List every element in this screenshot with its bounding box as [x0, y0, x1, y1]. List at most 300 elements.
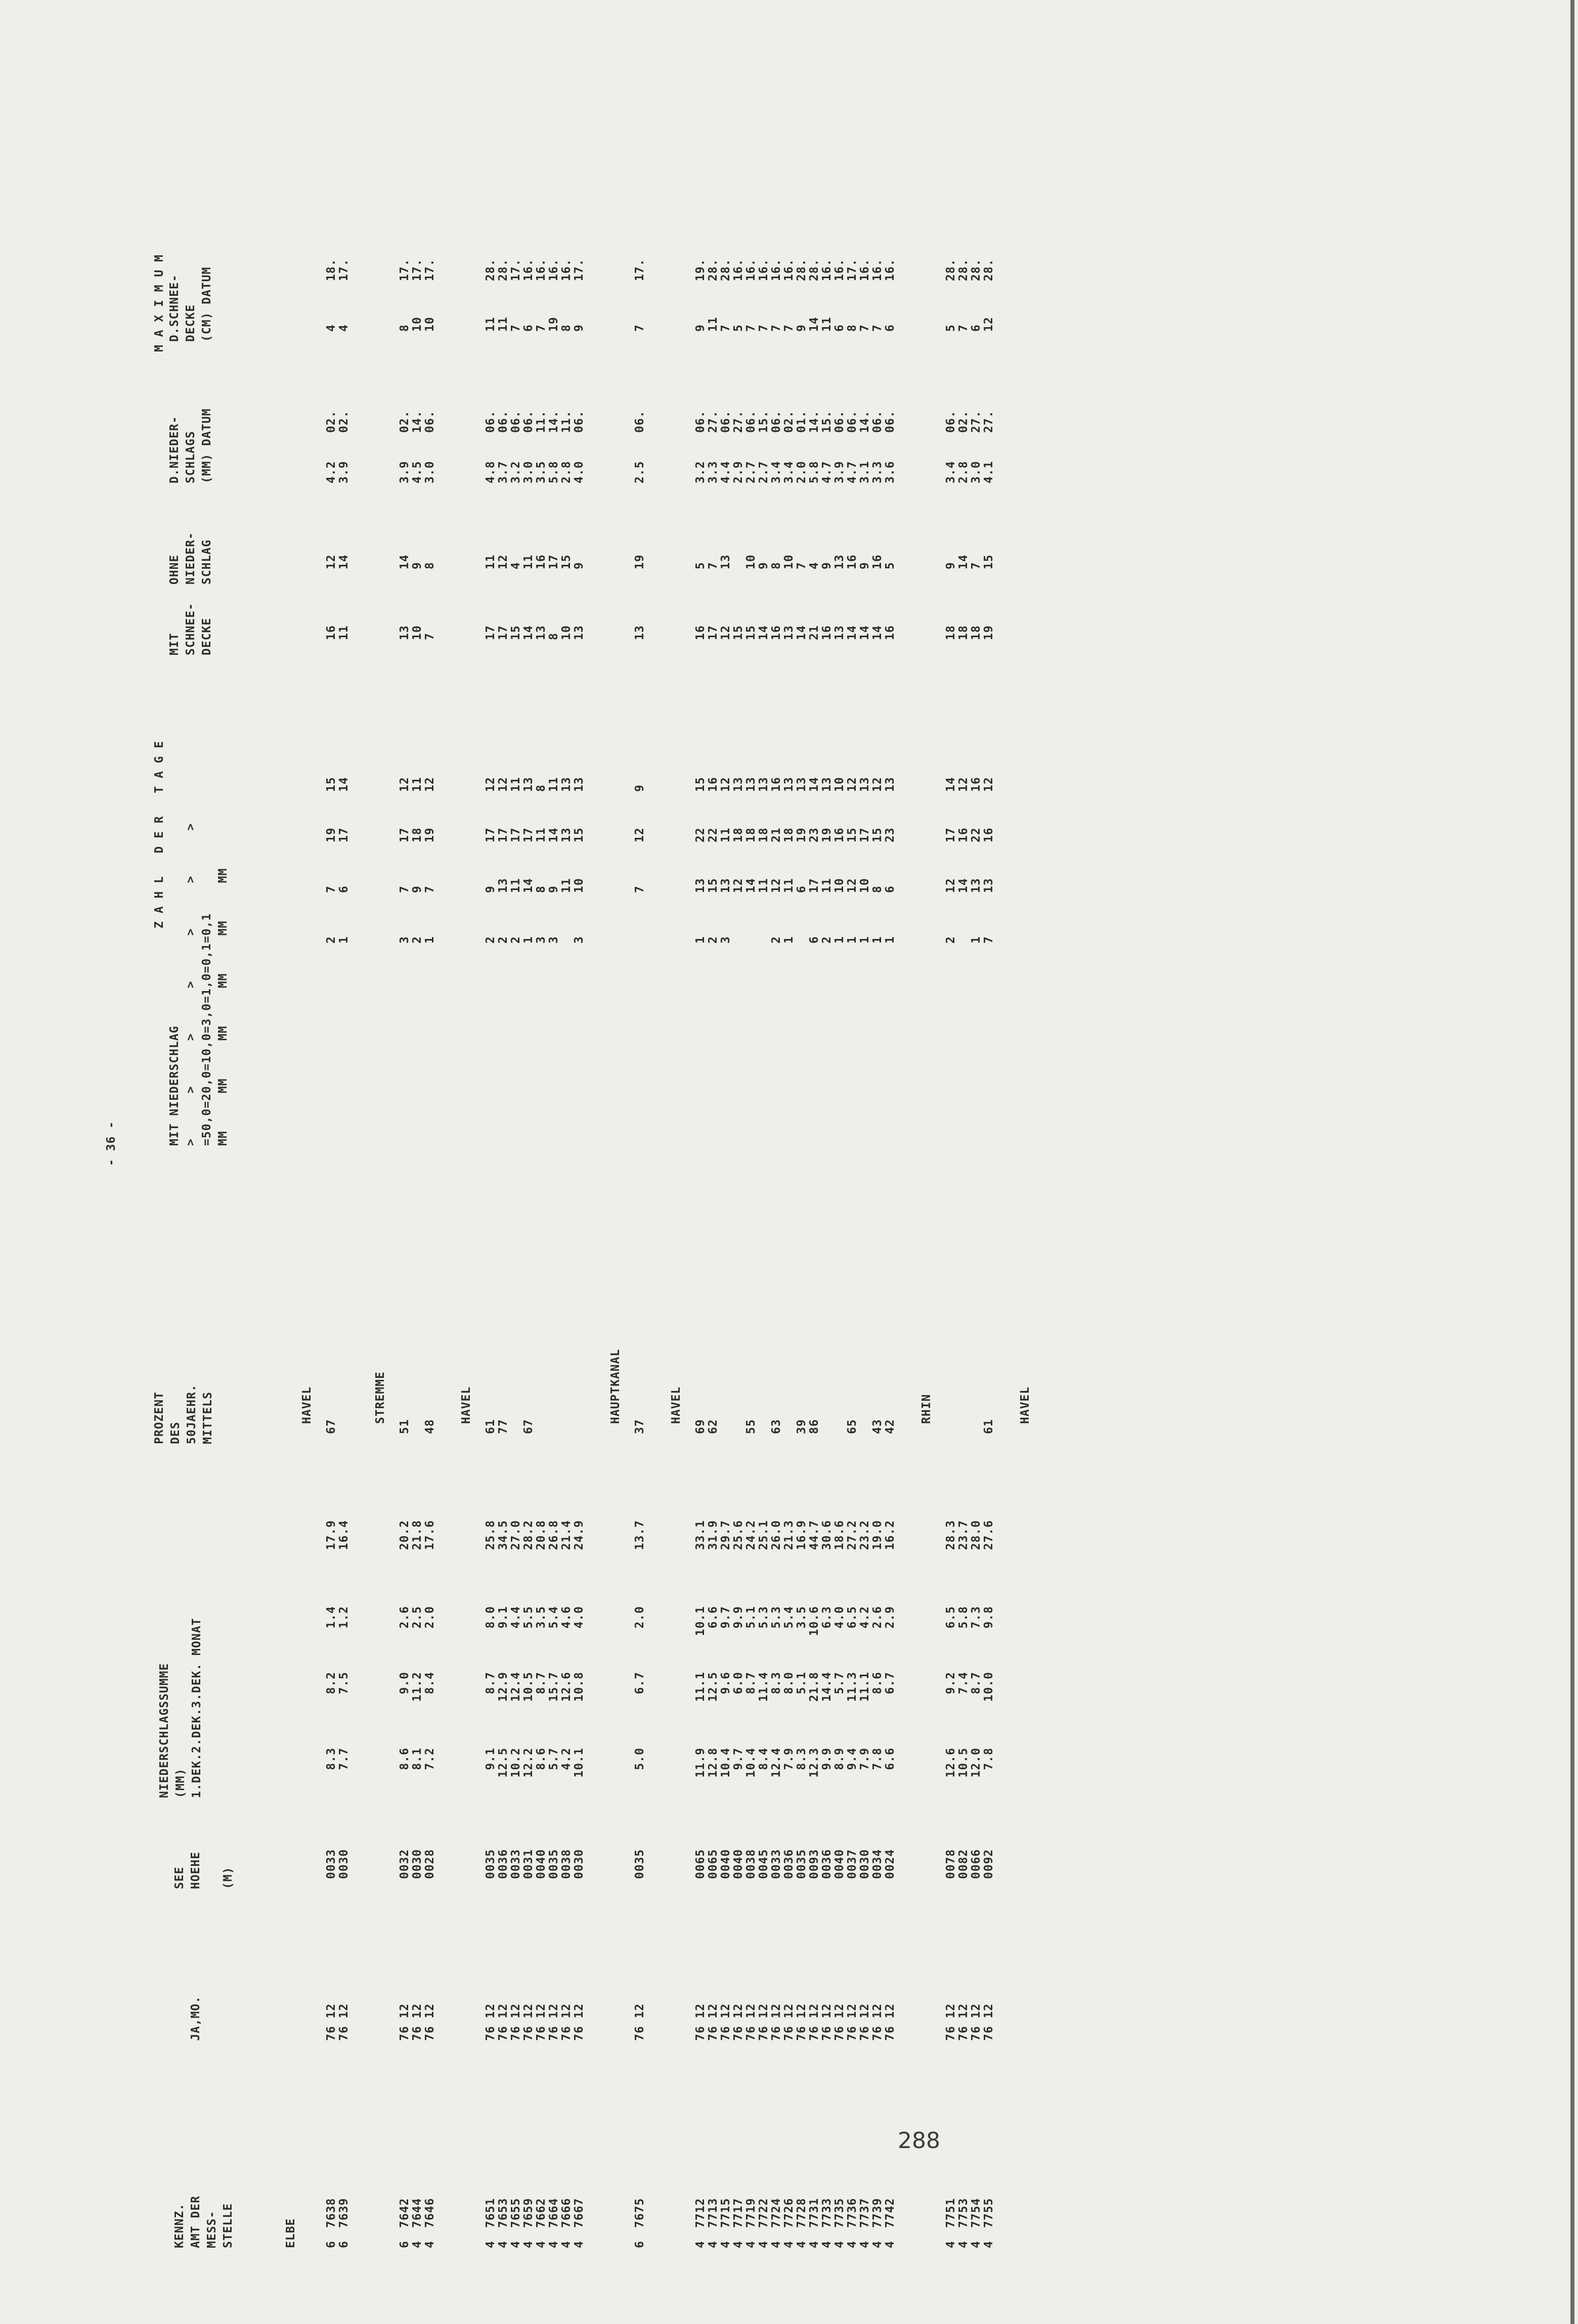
- days-count: 13: [744, 777, 758, 792]
- max-precip: 2.5: [633, 461, 646, 483]
- precip-month: 34.5: [497, 1520, 510, 1550]
- station-year-month: 76 12: [858, 2003, 871, 2041]
- days-count: 12: [732, 878, 745, 893]
- max-precip: 3.9: [398, 461, 411, 483]
- station-elevation: 0031: [522, 1849, 535, 1879]
- station-year-month: 76 12: [757, 2003, 770, 2041]
- header-percent: 50JAEHR.: [185, 1384, 198, 1444]
- max-precip: 4.2: [325, 461, 338, 483]
- days-count: 6: [884, 885, 897, 893]
- header-max-snow: D.SCHNEE-: [168, 274, 181, 342]
- precip-decade-2: 6.0: [732, 1672, 745, 1694]
- precip-decade-3: 4.6: [560, 1606, 573, 1629]
- snow-cover-days: 11: [337, 625, 350, 640]
- days-count: 1: [846, 936, 859, 944]
- precip-month: 28.0: [970, 1520, 983, 1550]
- days-count: 10: [833, 878, 846, 893]
- snow-cover-days: 8: [547, 633, 560, 640]
- days-count: 14: [808, 777, 821, 792]
- precip-decade-2: 10.5: [522, 1672, 535, 1702]
- station-amt: 4: [573, 2241, 586, 2248]
- station-elevation: 0035: [795, 1849, 808, 1879]
- max-snow-date: 17.: [633, 258, 646, 281]
- station-year-month: 76 12: [707, 2003, 720, 2041]
- precip-decade-2: 5.7: [833, 1672, 846, 1694]
- precip-decade-3: 6.6: [707, 1606, 720, 1629]
- days-count: 16: [833, 827, 846, 842]
- days-count: 17: [484, 827, 497, 842]
- station-year-month: 76 12: [694, 2003, 707, 2041]
- precip-month: 17.6: [423, 1520, 436, 1550]
- days-count: 16: [770, 777, 783, 792]
- station-year-month: 76 12: [846, 2003, 859, 2041]
- precip-decade-1: 12.2: [522, 1748, 535, 1778]
- days-count: 9: [633, 784, 646, 792]
- dry-days: 13: [833, 554, 846, 569]
- max-precip: 3.3: [707, 461, 720, 483]
- precip-decade-2: 8.0: [782, 1672, 796, 1694]
- station-id: 7739: [871, 2198, 884, 2228]
- days-count: 11: [757, 878, 770, 893]
- dry-days: 9: [411, 562, 424, 569]
- max-snow-date: 28.: [484, 258, 497, 281]
- station-elevation: 0065: [707, 1849, 720, 1879]
- station-year-month: 76 12: [944, 2003, 957, 2041]
- max-snow-depth: 7: [509, 324, 522, 332]
- max-snow-date: 16.: [820, 258, 834, 281]
- max-snow-date: 17.: [509, 258, 522, 281]
- snow-cover-days: 10: [411, 625, 424, 640]
- days-count: 12: [982, 777, 995, 792]
- max-precip-date: 27.: [707, 410, 720, 433]
- days-count: 13: [782, 777, 796, 792]
- days-count: 16: [970, 777, 983, 792]
- days-count: 1: [694, 936, 707, 944]
- precip-decade-1: 8.6: [398, 1748, 411, 1770]
- precip-decade-3: 4.2: [858, 1606, 871, 1629]
- station-id: 7713: [707, 2198, 720, 2228]
- precip-decade-2: 8.7: [484, 1672, 497, 1694]
- max-precip: 3.2: [509, 461, 522, 483]
- precip-decade-3: 2.6: [871, 1606, 884, 1629]
- days-count: 12: [846, 777, 859, 792]
- precip-decade-2: 21.8: [808, 1672, 821, 1702]
- percent-of-mean: 67: [522, 1419, 535, 1434]
- station-elevation: 0034: [871, 1849, 884, 1879]
- station-elevation: 0078: [944, 1849, 957, 1879]
- max-snow-date: 17.: [411, 258, 424, 281]
- days-count: 6: [795, 885, 808, 893]
- header-elevation: SEE: [173, 1866, 186, 1889]
- days-count: 13: [560, 777, 573, 792]
- precip-decade-2: 14.4: [820, 1672, 834, 1702]
- snow-cover-days: 18: [970, 625, 983, 640]
- precip-decade-1: 12.8: [707, 1748, 720, 1778]
- days-count: 12: [846, 878, 859, 893]
- percent-of-mean: 69: [694, 1419, 707, 1434]
- snow-cover-days: 13: [782, 625, 796, 640]
- header-percent: PROZENT: [153, 1392, 166, 1444]
- max-snow-depth: 11: [707, 317, 720, 332]
- max-precip-date: 06.: [573, 410, 586, 433]
- days-count: 18: [782, 827, 796, 842]
- max-precip-date: 06.: [423, 410, 436, 433]
- precip-month: 20.8: [535, 1520, 548, 1550]
- dry-days: 4: [509, 562, 522, 569]
- precip-decade-3: 5.4: [782, 1606, 796, 1629]
- precip-month: 28.3: [944, 1520, 957, 1550]
- river-label: HAVEL: [670, 1386, 683, 1424]
- days-count: 12: [633, 827, 646, 842]
- station-year-month: 76 12: [719, 2003, 732, 2041]
- station-amt: 4: [795, 2241, 808, 2248]
- max-snow-depth: 7: [757, 324, 770, 332]
- max-snow-date: 28.: [944, 258, 957, 281]
- precip-decade-3: 6.5: [846, 1606, 859, 1629]
- precip-decade-2: 12.6: [560, 1672, 573, 1702]
- precip-decade-1: 8.4: [757, 1748, 770, 1770]
- station-id: 7646: [423, 2198, 436, 2228]
- days-count: 14: [337, 777, 350, 792]
- precip-month: 21.4: [560, 1520, 573, 1550]
- max-snow-depth: 9: [694, 324, 707, 332]
- days-count: 15: [573, 827, 586, 842]
- precip-decade-1: 9.4: [846, 1748, 859, 1770]
- precip-decade-2: 9.6: [719, 1672, 732, 1694]
- station-elevation: 0030: [411, 1849, 424, 1879]
- max-snow-depth: 7: [744, 324, 758, 332]
- max-snow-depth: 10: [423, 317, 436, 332]
- precip-month: 25.1: [757, 1520, 770, 1550]
- max-precip-date: 27.: [982, 410, 995, 433]
- precip-decade-1: 8.3: [325, 1748, 338, 1770]
- station-id: 7731: [808, 2198, 821, 2228]
- days-count: 19: [820, 827, 834, 842]
- precip-month: 19.0: [871, 1520, 884, 1550]
- precip-month: 24.2: [744, 1520, 758, 1550]
- max-snow-depth: 11: [497, 317, 510, 332]
- station-amt: 4: [707, 2241, 720, 2248]
- precip-decade-1: 7.8: [871, 1748, 884, 1770]
- station-elevation: 0037: [846, 1849, 859, 1879]
- days-count: 21: [770, 827, 783, 842]
- station-elevation: 0024: [884, 1849, 897, 1879]
- precip-decade-2: 6.7: [633, 1672, 646, 1694]
- days-count: 15: [707, 878, 720, 893]
- station-year-month: 76 12: [782, 2003, 796, 2041]
- days-count: 19: [795, 827, 808, 842]
- max-precip-date: 11.: [535, 410, 548, 433]
- station-elevation: 0030: [858, 1849, 871, 1879]
- station-year-month: 76 12: [833, 2003, 846, 2041]
- precip-decade-1: 5.7: [547, 1748, 560, 1770]
- days-count: 13: [522, 777, 535, 792]
- max-precip: 3.1: [858, 461, 871, 483]
- precip-decade-3: 9.1: [497, 1606, 510, 1629]
- days-count: 17: [808, 878, 821, 893]
- days-count: 11: [560, 878, 573, 893]
- dry-days: 16: [871, 554, 884, 569]
- days-count: 2: [497, 936, 510, 944]
- river-label: HAVEL: [300, 1386, 314, 1424]
- max-precip-date: 15.: [757, 410, 770, 433]
- days-count: 13: [694, 878, 707, 893]
- days-count: 11: [719, 827, 732, 842]
- station-elevation: 0040: [732, 1849, 745, 1879]
- max-snow-depth: 5: [944, 324, 957, 332]
- days-count: 13: [719, 878, 732, 893]
- percent-of-mean: 55: [744, 1419, 758, 1434]
- river-label: RHIN: [920, 1394, 933, 1424]
- max-snow-date: 16.: [560, 258, 573, 281]
- station-year-month: 76 12: [808, 2003, 821, 2041]
- station-elevation: 0033: [325, 1849, 338, 1879]
- precip-decade-2: 11.1: [694, 1672, 707, 1702]
- precip-decade-3: 5.5: [522, 1606, 535, 1629]
- days-count: 10: [833, 777, 846, 792]
- station-elevation: 0040: [719, 1849, 732, 1879]
- dry-days: 8: [423, 562, 436, 569]
- max-snow-date: 19.: [694, 258, 707, 281]
- dry-days: 11: [522, 554, 535, 569]
- snow-cover-days: 19: [982, 625, 995, 640]
- dry-days: 19: [633, 554, 646, 569]
- days-count: 1: [970, 936, 983, 944]
- snow-cover-days: 17: [484, 625, 497, 640]
- precip-month: 18.6: [833, 1520, 846, 1550]
- precip-decade-1: 8.6: [535, 1748, 548, 1770]
- header-days-title: Z A H L D E R T A G E: [153, 740, 166, 928]
- days-count: 13: [820, 777, 834, 792]
- precip-decade-3: 4.0: [573, 1606, 586, 1629]
- max-precip-date: 06.: [846, 410, 859, 433]
- station-elevation: 0036: [497, 1849, 510, 1879]
- precip-decade-1: 12.0: [970, 1748, 983, 1778]
- days-count: 13: [757, 777, 770, 792]
- header-percent: MITTELS: [201, 1392, 214, 1444]
- station-elevation: 0028: [423, 1849, 436, 1879]
- max-snow-depth: 7: [782, 324, 796, 332]
- station-amt: 4: [957, 2241, 970, 2248]
- precip-decade-2: 12.5: [707, 1672, 720, 1702]
- days-count: 8: [535, 885, 548, 893]
- days-count: 2: [325, 936, 338, 944]
- header-no-precip: OHNE: [168, 554, 181, 585]
- precip-decade-1: 11.9: [694, 1748, 707, 1778]
- station-year-month: 76 12: [770, 2003, 783, 2041]
- max-precip-date: 06.: [833, 410, 846, 433]
- station-elevation: 0082: [957, 1849, 970, 1879]
- precip-month: 30.6: [820, 1520, 834, 1550]
- max-precip-date: 02.: [325, 410, 338, 433]
- precip-decade-2: 8.6: [871, 1672, 884, 1694]
- snow-cover-days: 14: [846, 625, 859, 640]
- max-snow-depth: 19: [547, 317, 560, 332]
- station-amt: 4: [732, 2241, 745, 2248]
- max-snow-date: 17.: [337, 258, 350, 281]
- max-precip: 3.9: [337, 461, 350, 483]
- snow-cover-days: 13: [573, 625, 586, 640]
- days-count: 23: [884, 827, 897, 842]
- max-precip: 3.0: [522, 461, 535, 483]
- precip-decade-3: 5.3: [757, 1606, 770, 1629]
- days-count: 12: [423, 777, 436, 792]
- page-number: 288: [898, 2128, 940, 2154]
- precip-decade-1: 10.5: [957, 1748, 970, 1778]
- snow-cover-days: 10: [560, 625, 573, 640]
- days-count: 22: [707, 827, 720, 842]
- station-amt: 4: [944, 2241, 957, 2248]
- days-count: 7: [982, 936, 995, 944]
- precip-decade-3: 4.4: [509, 1606, 522, 1629]
- max-snow-date: 16.: [833, 258, 846, 281]
- station-id: 7755: [982, 2198, 995, 2228]
- dry-days: 9: [820, 562, 834, 569]
- precip-decade-2: 7.4: [957, 1672, 970, 1694]
- max-snow-depth: 6: [884, 324, 897, 332]
- max-snow-depth: 7: [535, 324, 548, 332]
- days-count: 10: [573, 878, 586, 893]
- precip-decade-2: 8.4: [423, 1672, 436, 1694]
- station-id: 7664: [547, 2198, 560, 2228]
- station-amt: 4: [770, 2241, 783, 2248]
- percent-of-mean: 61: [484, 1419, 497, 1434]
- precip-decade-2: 9.0: [398, 1672, 411, 1694]
- station-id: 7751: [944, 2198, 957, 2228]
- max-snow-date: 28.: [970, 258, 983, 281]
- header-max-snow: DECKE: [184, 304, 197, 342]
- precip-decade-1: 7.7: [337, 1748, 350, 1770]
- dry-days: 15: [560, 554, 573, 569]
- days-count: 9: [547, 885, 560, 893]
- header-days-precip: MM MM MM MM MM MM: [216, 868, 230, 1146]
- max-snow-date: 16.: [858, 258, 871, 281]
- precip-decade-3: 5.4: [547, 1606, 560, 1629]
- precip-decade-2: 11.4: [757, 1672, 770, 1702]
- max-precip-date: 06.: [719, 410, 732, 433]
- max-snow-depth: 12: [982, 317, 995, 332]
- max-precip: 3.4: [782, 461, 796, 483]
- max-precip: 5.8: [808, 461, 821, 483]
- station-id: 7712: [694, 2198, 707, 2228]
- snow-cover-days: 18: [944, 625, 957, 640]
- dry-days: 12: [497, 554, 510, 569]
- header-year-month: JA,MO.: [189, 1995, 202, 2041]
- precip-month: 16.9: [795, 1520, 808, 1550]
- snow-cover-days: 13: [398, 625, 411, 640]
- precip-decade-1: 6.6: [884, 1748, 897, 1770]
- max-snow-depth: 9: [795, 324, 808, 332]
- days-count: 1: [871, 936, 884, 944]
- station-year-month: 76 12: [633, 2003, 646, 2041]
- days-count: 16: [957, 827, 970, 842]
- max-precip: 3.3: [871, 461, 884, 483]
- header-precip-sum: 1.DEK.2.DEK.3.DEK. MONAT: [190, 1618, 203, 1798]
- days-count: 17: [944, 827, 957, 842]
- max-snow-depth: 14: [808, 317, 821, 332]
- station-year-month: 76 12: [522, 2003, 535, 2041]
- days-count: 18: [757, 827, 770, 842]
- snow-cover-days: 16: [325, 625, 338, 640]
- dry-days: 16: [846, 554, 859, 569]
- precip-month: 16.4: [337, 1520, 350, 1550]
- max-precip: 3.0: [423, 461, 436, 483]
- days-count: 1: [858, 936, 871, 944]
- station-amt: 4: [744, 2241, 758, 2248]
- days-count: 1: [833, 936, 846, 944]
- days-count: 14: [522, 878, 535, 893]
- precip-decade-2: 11.2: [411, 1672, 424, 1702]
- station-amt: 4: [509, 2241, 522, 2248]
- days-count: 7: [423, 885, 436, 893]
- max-snow-depth: 4: [337, 324, 350, 332]
- station-id: 7754: [970, 2198, 983, 2228]
- max-snow-date: 28.: [707, 258, 720, 281]
- max-precip: 4.5: [411, 461, 424, 483]
- dry-days: 5: [694, 562, 707, 569]
- max-precip-date: 14.: [858, 410, 871, 433]
- header-days-precip: > > > > > > >: [184, 823, 197, 1146]
- precip-month: 26.8: [547, 1520, 560, 1550]
- max-snow-date: 16.: [732, 258, 745, 281]
- percent-of-mean: 63: [770, 1419, 783, 1434]
- dry-days: 8: [770, 562, 783, 569]
- days-count: 13: [884, 777, 897, 792]
- precip-decade-3: 2.9: [884, 1606, 897, 1629]
- max-precip-date: 02.: [398, 410, 411, 433]
- snow-cover-days: 14: [795, 625, 808, 640]
- max-snow-date: 17.: [573, 258, 586, 281]
- days-count: 13: [982, 878, 995, 893]
- days-count: 12: [497, 777, 510, 792]
- station-id: 7638: [325, 2198, 338, 2228]
- station-year-month: 76 12: [820, 2003, 834, 2041]
- precip-decade-1: 7.9: [782, 1748, 796, 1770]
- station-id: 7724: [770, 2198, 783, 2228]
- station-amt: 4: [820, 2241, 834, 2248]
- station-elevation: 0093: [808, 1849, 821, 1879]
- river-label: HAVEL: [460, 1386, 473, 1424]
- station-id: 7728: [795, 2198, 808, 2228]
- precip-decade-3: 5.1: [744, 1606, 758, 1629]
- station-amt: 4: [782, 2241, 796, 2248]
- days-count: 17: [337, 827, 350, 842]
- max-precip: 4.8: [484, 461, 497, 483]
- precip-month: 31.9: [707, 1520, 720, 1550]
- station-year-month: 76 12: [325, 2003, 338, 2041]
- days-count: 1: [884, 936, 897, 944]
- snow-cover-days: 14: [858, 625, 871, 640]
- precip-decade-3: 8.0: [484, 1606, 497, 1629]
- precip-decade-2: 5.1: [795, 1672, 808, 1694]
- station-id: 7653: [497, 2198, 510, 2228]
- max-snow-date: 16.: [522, 258, 535, 281]
- precip-month: 13.7: [633, 1520, 646, 1550]
- dry-days: 14: [957, 554, 970, 569]
- precip-decade-1: 10.1: [573, 1748, 586, 1778]
- days-count: 7: [398, 885, 411, 893]
- days-count: 2: [509, 936, 522, 944]
- snow-cover-days: 15: [509, 625, 522, 640]
- precip-month: 21.3: [782, 1520, 796, 1550]
- river-label: STREMME: [374, 1371, 387, 1424]
- days-count: 1: [423, 936, 436, 944]
- max-snow-depth: 7: [957, 324, 970, 332]
- station-id: 7715: [719, 2198, 732, 2228]
- days-count: 14: [744, 878, 758, 893]
- snow-cover-days: 17: [707, 625, 720, 640]
- snow-cover-days: 15: [732, 625, 745, 640]
